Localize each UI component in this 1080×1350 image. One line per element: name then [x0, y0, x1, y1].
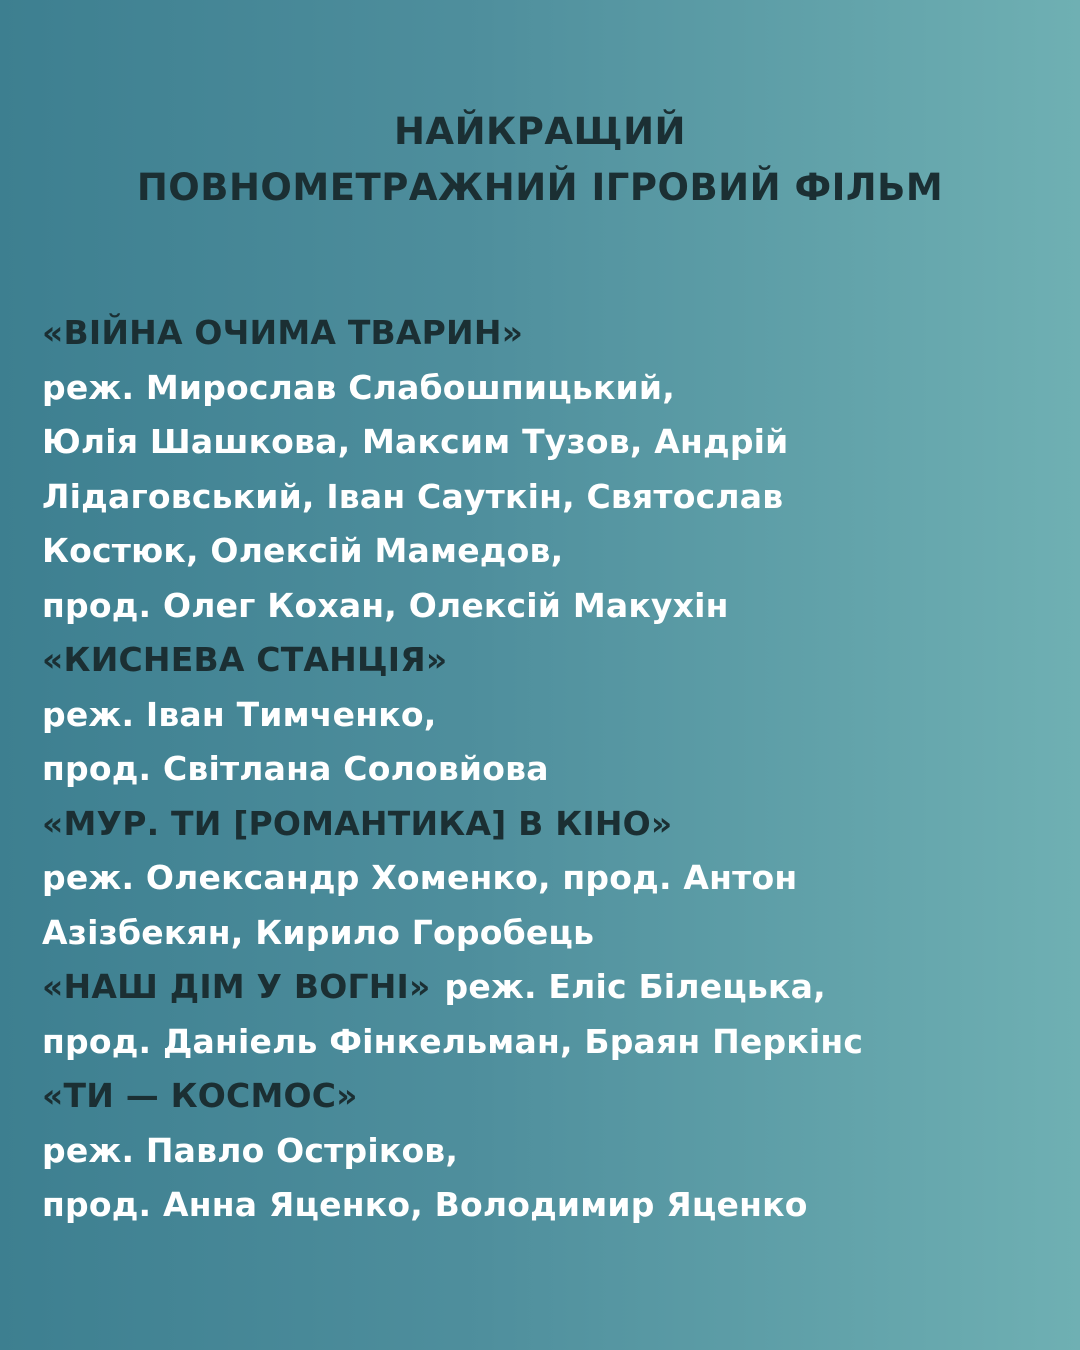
nominee-credits: Лідаговський, Іван Сауткін, Святослав	[42, 476, 784, 516]
nominee-credits: прод. Світлана Соловйова	[42, 749, 549, 788]
nominee-credits: Юлія Шашкова, Максим Тузов, Андрій	[42, 422, 789, 461]
nominee-credits: Костюк, Олексій Мамедов,	[42, 531, 564, 570]
category-heading-line-1: НАЙКРАЩИЙ	[393, 110, 687, 153]
nominee-title: «НАШ ДІМ У ВОГНІ»	[42, 967, 431, 1006]
nominee-credits: прод. Олег Кохан, Олексій Макухін	[42, 585, 729, 625]
nominee-credits: Азізбекян, Кирило Горобець	[42, 912, 595, 952]
nominee-credits: прод. Даніель Фінкельман, Браян Перкінс	[42, 1021, 864, 1061]
nominee-credits: прод. Анна Яценко, Володимир Яценко	[42, 1185, 808, 1224]
nominee-title: «МУР. ТИ [РОМАНТИКА] В КІНО»	[42, 803, 673, 843]
category-heading	[0, 104, 1080, 216]
nominee-credits: реж. Олександр Хоменко, прод. Антон	[42, 858, 798, 897]
nominee-title-line	[42, 960, 1052, 1015]
nominee-title: «ТИ — КОСМОС»	[42, 1076, 358, 1115]
nominees-list	[42, 306, 1052, 1233]
nominee-inline-credit: реж. Еліс Білецька,	[444, 967, 826, 1006]
nominee-credits: реж. Павло Остріков,	[42, 1130, 459, 1170]
nominee-credits: реж. Мирослав Слабошпицький,	[42, 367, 675, 407]
nominee-title: «ВІЙНА ОЧИМА ТВАРИН»	[42, 313, 524, 352]
nominee-title: «КИСНЕВА СТАНЦІЯ»	[42, 640, 448, 679]
nominee-credits: реж. Іван Тимченко,	[42, 694, 437, 734]
category-heading-line-2: ПОВНОМЕТРАЖНИЙ ІГРОВИЙ ФІЛЬМ	[136, 166, 944, 209]
